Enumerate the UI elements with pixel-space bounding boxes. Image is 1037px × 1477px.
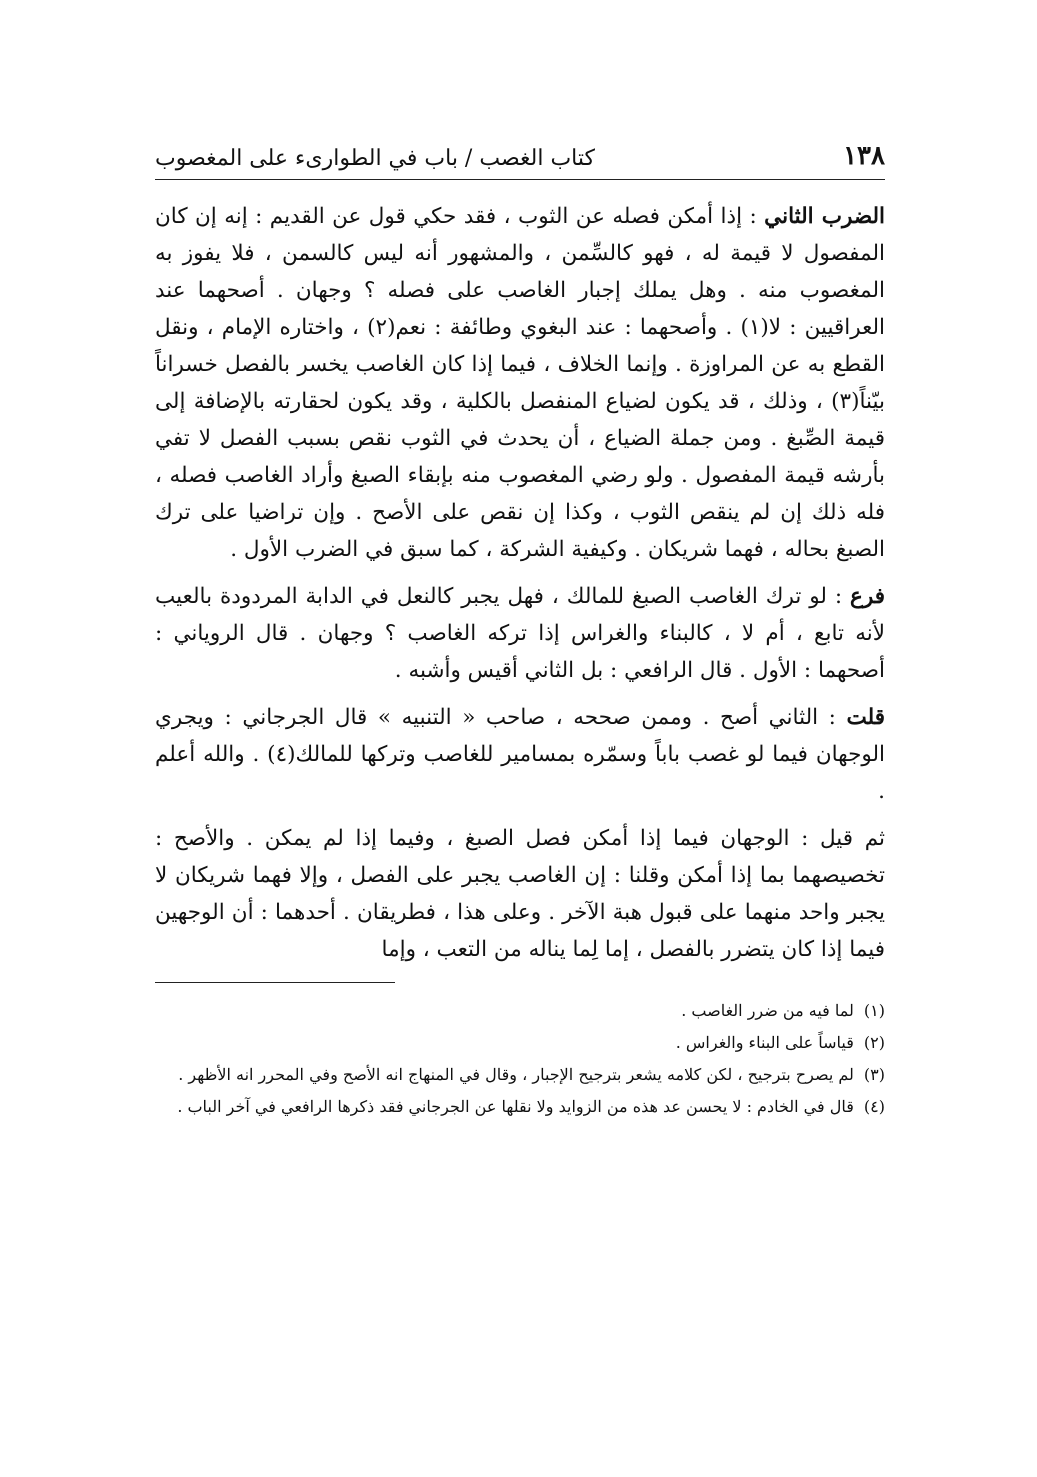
- footnote-text: قال في الخادم : لا يحسن عد هذه من الزوايد ولا نقلها عن الجرجاني فقد ذكرها الرافعي في آخر الباب .: [177, 1097, 854, 1116]
- footnote-separator: [155, 982, 395, 983]
- paragraph: [155, 820, 885, 968]
- running-title: كتاب الغصب / باب في الطوارىء على المغصوب: [155, 146, 595, 171]
- footnote: [155, 1093, 885, 1121]
- footnote: [155, 1029, 885, 1057]
- paragraph: [155, 699, 885, 810]
- paragraph: [155, 198, 885, 568]
- footnote-number: (٣): [863, 1065, 885, 1084]
- paragraph-lead: قلت: [846, 705, 885, 730]
- paragraph-text: : إذا أمكن فصله عن الثوب ، فقد حكي قول عن القديم : إنه إن كان المفصول لا قيمة له ، فهو كالسِّمن ، والمشهور أنه ليس كالسمن ، فلا يفوز به المغصوب منه . وهل يملك إجبار الغاصب على فصله ؟ وجهان . أصحهما عند العراقيين : لا(١) . وأصحهما : عند البغوي وطائفة : نعم(٢) ، واختاره الإمام ، ونقل القطع به عن المراوزة . وإنما الخلاف ، فيما إذا كان الغاصب يخسر بالفصل خسراناً بيّناً(٣) ، وذلك ، قد يكون لضياع المنفصل بالكلية ، وقد يكون لحقارته بالإضافة إلى قيمة الصِّبغ . ومن جملة الضياع ، أن يحدث في الثوب نقص بسبب الفصل لا تفي بأرشه قيمة المفصول . ولو رضي المغصوب منه بإبقاء الصبغ وأراد الغاصب فصله ، فله ذلك إن لم ينقص الثوب ، وكذا إن نقص على الأصح . وإن تراضيا على ترك الصبغ بحاله ، فهما شريكان . وكيفية الشركة ، كما سبق في الضرب الأول .: [155, 204, 885, 562]
- footnote-text: لم يصرح بترجيح ، لكن كلامه يشعر بترجيح الإجبار ، وقال في المنهاج انه الأصح وفي المحرر انه الأظهر .: [178, 1065, 854, 1084]
- footnotes: [155, 997, 885, 1121]
- paragraph-text: ثم قيل : الوجهان فيما إذا أمكن فصل الصبغ ، وفيما إذا لم يمكن . والأصح : تخصيصهما بما إذا أمكن وقلنا : إن الغاصب يجبر على الفصل ، وإلا فهما شريكان لا يجبر واحد منهما على قبول هبة الآخر . وعلى هذا ، فطريقان . أحدهما : أن الوجهين فيما إذا كان يتضرر بالفصل ، إما لِما يناله من التعب ، وإما: [155, 826, 885, 962]
- paragraph-lead: الضرب الثاني: [764, 204, 885, 229]
- book-page: [155, 130, 885, 1125]
- paragraph: [155, 578, 885, 689]
- page-number: ١٣٨: [843, 141, 885, 171]
- page-header: [155, 130, 885, 180]
- footnote-number: (١): [863, 1001, 885, 1020]
- footnote-text: قياساً على البناء والغراس .: [675, 1033, 854, 1052]
- paragraph-text: : الثاني أصح . وممن صححه ، صاحب « التنبيه » قال الجرجاني : ويجري الوجهان فيما لو غصب باباً وسمّره بمسامير للغاصب وتركها للمالك(٤) . والله أعلم .: [155, 705, 885, 804]
- paragraph-lead: فرع: [850, 584, 885, 609]
- footnote-number: (٤): [863, 1097, 885, 1116]
- footnote: [155, 997, 885, 1025]
- footnote: [155, 1061, 885, 1089]
- footnote-text: لما فيه من ضرر الغاصب .: [681, 1001, 854, 1020]
- main-text: [155, 198, 885, 968]
- footnote-number: (٢): [863, 1033, 885, 1052]
- paragraph-text: : لو ترك الغاصب الصبغ للمالك ، فهل يجبر كالنعل في الدابة المردودة بالعيب لأنه تابع ، أم لا ، كالبناء والغراس إذا تركه الغاصب ؟ وجهان . قال الروياني : أصحهما : الأول . قال الرافعي : بل الثاني أقيس وأشبه .: [155, 584, 885, 683]
